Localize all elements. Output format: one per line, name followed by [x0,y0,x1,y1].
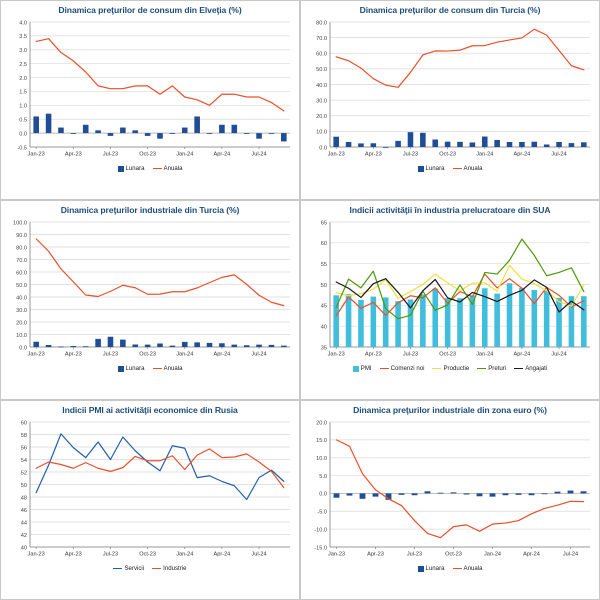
svg-text:100.0: 100.0 [13,220,27,227]
svg-text:50: 50 [320,283,327,290]
plot-area [303,216,595,364]
svg-text:40.0: 40.0 [16,295,27,302]
svg-text:Apr-23: Apr-23 [367,551,384,558]
svg-text:60.0: 60.0 [16,270,27,277]
svg-text:Jul-24: Jul-24 [251,351,267,358]
svg-text:Jan-23: Jan-23 [27,551,45,558]
svg-text:48: 48 [20,495,27,502]
svg-text:Oct-23: Oct-23 [439,151,457,158]
svg-text:65: 65 [320,220,327,227]
legend-swatch-line [153,368,162,369]
svg-text:70.0: 70.0 [316,36,327,43]
svg-text:10.0: 10.0 [16,333,27,340]
chart-title: Dinamica preţurilor de consum din Turcia (%) [359,5,541,15]
svg-text:40.0: 40.0 [316,83,327,90]
chart-title: Indicii activităţii în industria prelucratoare din SUA [349,205,551,215]
svg-text:Oct-23: Oct-23 [439,351,457,358]
svg-text:20.0: 20.0 [316,420,327,427]
chart-title: Indicii PMI ai activităţii economice din Rusia [62,405,238,415]
svg-text:56: 56 [20,445,27,452]
legend-item [514,365,547,372]
legend-item [118,165,145,172]
legend-label: Comenzi noi [390,365,425,373]
legend-swatch-box [353,366,359,372]
legend-label: Lunara [425,565,445,573]
chart-legend [301,165,599,172]
svg-text:Apr-23: Apr-23 [64,351,82,358]
svg-text:42: 42 [20,533,27,540]
svg-text:35: 35 [320,345,327,352]
legend-swatch-line [432,368,441,369]
svg-text:50.0: 50.0 [316,67,327,74]
legend-label: Lunara [125,165,145,173]
svg-text:Apr-23: Apr-23 [64,551,82,558]
svg-text:0.0: 0.0 [319,492,327,499]
chart-title: Dinamica preţurilor de consum din Elveţia (%) [58,5,242,15]
legend-item [153,165,183,172]
svg-text:3.5: 3.5 [19,34,27,41]
svg-text:50: 50 [20,483,27,490]
legend-item [418,165,445,172]
svg-text:Jul-23: Jul-23 [402,151,419,158]
legend-label: Angajati [525,365,548,373]
legend-label: Anuala [163,365,183,373]
svg-text:20.0: 20.0 [16,320,27,327]
svg-text:3.0: 3.0 [19,48,27,55]
chart-legend [1,165,299,172]
svg-text:Apr-23: Apr-23 [364,351,382,358]
svg-text:52: 52 [20,470,27,477]
plot-area [3,416,295,564]
chart-legend [1,365,299,372]
svg-text:Jan-24: Jan-24 [176,551,194,558]
chart-legend [301,365,599,372]
legend-item [453,565,483,572]
svg-text:46: 46 [20,508,27,515]
svg-text:-5.0: -5.0 [317,510,327,517]
legend-label: Anuala [463,165,483,173]
svg-text:Jul-24: Jul-24 [251,151,267,158]
legend-swatch-line [453,168,462,169]
svg-text:Jul-24: Jul-24 [251,551,267,558]
legend-label: Industrie [163,565,187,573]
svg-text:30.0: 30.0 [16,308,27,315]
svg-text:45: 45 [320,304,327,311]
svg-text:60: 60 [320,241,327,248]
legend-label: Preturi [488,365,507,373]
legend-item [153,365,183,372]
svg-text:Jan-24: Jan-24 [176,351,194,358]
svg-text:Jan-23: Jan-23 [327,151,345,158]
legend-label: Servicii [124,565,145,573]
plot-area [3,16,295,164]
legend-item [118,365,145,372]
svg-text:0.0: 0.0 [319,145,327,152]
svg-text:Jul-23: Jul-23 [102,551,119,558]
chart-title: Dinamica preţurilor industriale din Turcia (%) [60,205,240,215]
svg-text:60.0: 60.0 [316,52,327,59]
svg-text:60: 60 [20,420,27,427]
svg-text:Jan-23: Jan-23 [27,151,45,158]
legend-swatch-line [153,168,162,169]
svg-text:2.5: 2.5 [19,62,27,69]
svg-text:15.0: 15.0 [316,438,327,445]
svg-text:Jan-23: Jan-23 [327,351,345,358]
svg-text:1.0: 1.0 [19,104,27,111]
svg-text:Jul-23: Jul-23 [402,351,419,358]
plot-area [3,216,295,364]
svg-text:30.0: 30.0 [316,98,327,105]
svg-text:80.0: 80.0 [16,245,27,252]
legend-item [432,365,469,372]
svg-text:55: 55 [320,262,327,269]
svg-text:Jul-24: Jul-24 [562,551,579,558]
legend-item [152,565,186,572]
svg-text:4.0: 4.0 [19,20,27,27]
svg-text:Apr-23: Apr-23 [64,151,82,158]
legend-label: PMI [360,365,372,373]
svg-text:Jan-24: Jan-24 [476,351,494,358]
svg-text:70.0: 70.0 [16,258,27,265]
plot-area [303,16,595,164]
svg-text:10.0: 10.0 [316,130,327,137]
svg-text:Oct-23: Oct-23 [139,151,157,158]
svg-text:Jul-23: Jul-23 [102,351,119,358]
legend-item [453,165,483,172]
svg-text:2.0: 2.0 [19,76,27,83]
svg-text:Jan-23: Jan-23 [27,351,45,358]
legend-label: Lunara [125,365,145,373]
plot-area [303,416,595,564]
legend-label: Productie [443,365,470,373]
svg-text:10.0: 10.0 [316,456,327,463]
svg-text:Jul-23: Jul-23 [406,551,423,558]
legend-swatch-line [453,568,462,569]
svg-text:Apr-24: Apr-24 [213,351,231,358]
svg-text:54: 54 [20,458,27,465]
legend-swatch-line [514,368,523,369]
svg-text:1.5: 1.5 [19,90,27,97]
svg-text:Oct-23: Oct-23 [445,551,462,558]
legend-swatch-line [477,368,486,369]
svg-text:40: 40 [320,324,327,331]
svg-text:Apr-24: Apr-24 [513,351,531,358]
svg-text:Jan-24: Jan-24 [176,151,194,158]
chart-panel-sua-prelucratoare [300,200,600,400]
svg-text:-10.0: -10.0 [314,527,327,534]
svg-text:40: 40 [20,545,27,552]
chart-legend [301,565,599,572]
svg-text:Oct-23: Oct-23 [139,351,157,358]
legend-swatch-box [118,166,124,172]
svg-text:0.5: 0.5 [19,117,27,124]
chart-panel-rusia-pmi [0,400,300,600]
svg-text:Jan-23: Jan-23 [327,551,346,558]
chart-panel-turcia-industriale [0,200,300,400]
legend-item [477,365,506,372]
svg-text:Apr-24: Apr-24 [523,551,540,558]
svg-text:-15.0: -15.0 [314,545,327,552]
svg-text:Apr-24: Apr-24 [213,151,231,158]
svg-text:Oct-23: Oct-23 [139,551,157,558]
legend-label: Anuala [463,565,483,573]
chart-panel-elvetia-consum [0,0,300,200]
legend-swatch-box [118,366,124,372]
svg-text:20.0: 20.0 [316,114,327,121]
legend-label: Anuala [163,165,183,173]
legend-swatch-line [380,368,389,369]
svg-text:0.0: 0.0 [19,131,27,138]
svg-text:80.0: 80.0 [316,20,327,27]
svg-text:58: 58 [20,433,27,440]
svg-text:Apr-23: Apr-23 [364,151,382,158]
legend-item [113,565,144,572]
legend-item [353,365,372,372]
svg-text:Apr-24: Apr-24 [513,151,531,158]
chart-legend [1,565,299,572]
svg-text:Jan-24: Jan-24 [476,151,494,158]
svg-text:Jul-24: Jul-24 [551,151,567,158]
chart-panel-zona-euro-industriale [300,400,600,600]
legend-item [418,565,445,572]
svg-text:50.0: 50.0 [16,283,27,290]
svg-text:5.0: 5.0 [319,474,327,481]
svg-text:-0.5: -0.5 [17,145,27,152]
legend-swatch-line [152,568,161,569]
svg-text:Apr-24: Apr-24 [213,551,231,558]
legend-swatch-box [418,166,424,172]
chart-panel-turcia-consum [300,0,600,200]
svg-text:Jan-24: Jan-24 [483,551,502,558]
chart-title: Dinamica preţurilor industriale din zona euro (%) [353,405,547,415]
svg-text:90.0: 90.0 [16,233,27,240]
legend-swatch-line [113,568,122,569]
svg-text:Jul-23: Jul-23 [102,151,119,158]
svg-text:Jul-24: Jul-24 [551,351,567,358]
legend-swatch-box [418,566,424,572]
legend-label: Lunara [425,165,445,173]
svg-text:0.0: 0.0 [19,345,27,352]
legend-item [380,365,425,372]
svg-text:44: 44 [20,520,27,527]
